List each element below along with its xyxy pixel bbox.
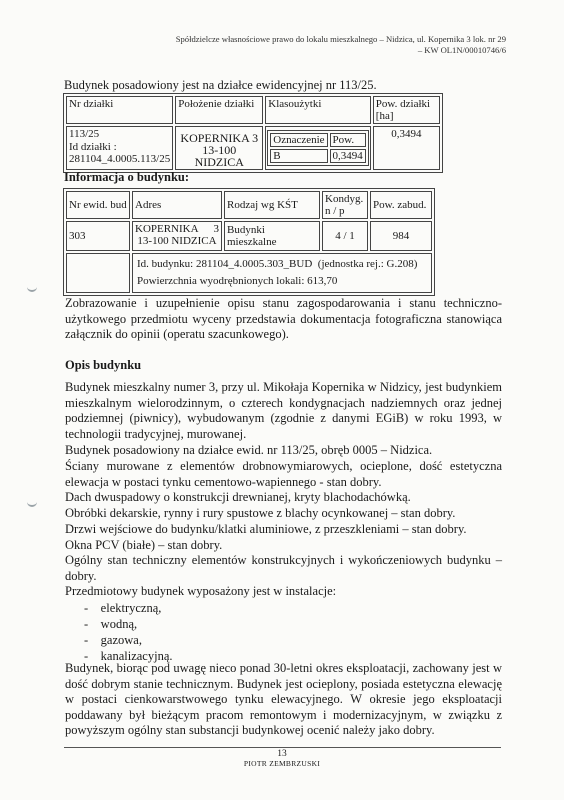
- header-cell: Położenie działki: [175, 96, 263, 124]
- building-description-paragraph: Budynek mieszkalny numer 3, przy ul. Mikołaja Kopernika w Nidzicy, jest budynkiem mieszkalnym wielorodzinnym, o czterech kondygnacjach nadziemnych oraz jednej podziemnej (piwnicy), wybudowanym (zgodnie z danymi EGiB) w roku 1993, w technologii tradycyjnej, murowanej.: [65, 380, 502, 441]
- header-cell: Klasoużytki: [265, 96, 371, 124]
- header-cell: Nr ewid. bud: [66, 191, 130, 219]
- table-row: [66, 221, 432, 251]
- windows-line: Okna PCV (białe) – stan dobry.: [65, 538, 223, 552]
- parcel-street: KOPERNIKA 3: [180, 131, 259, 145]
- building-street: KOPERNIKA 3: [135, 223, 219, 235]
- table-row: [66, 253, 432, 293]
- parcel-area: 0,3494: [373, 126, 440, 170]
- parcel-city: 13-100 NIDZICA: [194, 143, 244, 169]
- photo-documentation-paragraph: Zobrazowanie i uzupełnienie opisu stanu zagospodarowania i stanu techniczno-użytkowego przedmiotu wyceny przedstawia dokumentacja fotograficzna stanowiąca załącznik do opinii (operatu szacunkowego).: [65, 296, 502, 341]
- general-condition-paragraph: Ogólny stan techniczny elementów konstrukcyjnych i wykończeniowych budynku – dobry.: [65, 553, 502, 583]
- gutters-line: Obróbki dekarskie, rynny i rury spustowe z blachy ocynkowanej – stan dobry.: [65, 506, 456, 520]
- author-name: PIOTR ZEMBRZUSKI: [243, 759, 321, 768]
- land-use-header: Oznaczenie: [270, 133, 327, 147]
- punch-hole-mark: [27, 497, 37, 507]
- building-details-cell: [132, 253, 432, 293]
- parcel-id: 281104_4.0005.113/25: [69, 153, 171, 165]
- land-use-area: 0,3494: [330, 149, 366, 163]
- land-use-table: [267, 130, 369, 166]
- header-cell: Pow. działki [ha]: [373, 96, 440, 124]
- building-city: 13-100 NIDZICA: [137, 235, 217, 247]
- table-header-row: [66, 96, 440, 124]
- table-row: [66, 126, 440, 170]
- list-item: - wodną,: [84, 617, 138, 631]
- installations-list: [84, 600, 173, 664]
- header-cell: Kondyg. n / p: [322, 191, 368, 219]
- building-area: 984: [370, 221, 432, 251]
- page-header: [70, 34, 506, 56]
- doors-line: Drzwi wejściowe do budynku/klatki aluminiowe, z przeszkleniami – stan dobry.: [65, 522, 467, 536]
- building-info-heading: Informacja o budynku:: [64, 170, 190, 184]
- walls-paragraph: Ściany murowane z elementów drobnowymiarowych, ocieplone, dość estetyczna elewacja w postaci tynku cementowo-wapiennego - stan dobry.: [65, 459, 502, 489]
- intro-text: Budynek posadowiony jest na działce ewidencyjnej nr 113/25.: [64, 78, 377, 92]
- land-use-cell: [265, 126, 371, 170]
- empty-cell: [66, 253, 130, 293]
- parcel-table: [63, 93, 443, 173]
- land-use-header-row: [270, 133, 366, 147]
- section-title: Opis budynku: [65, 358, 142, 372]
- header-cell: Nr działki: [66, 96, 173, 124]
- table-header-row: [66, 191, 432, 219]
- punch-hole-mark: [27, 282, 37, 292]
- units-area: Powierzchnia wyodrębnionych lokali: 613,70: [137, 275, 338, 287]
- conclusion-paragraph: Budynek, biorąc pod uwagę nieco ponad 30-letni okres eksploatacji, zachowany jest w dość dobrym stanie technicznym. Budynek jest ocieplony, posiada estetyczna elewację w postaci cienkowarstwowego tynku elewacyjnego. W okresie jego eksploatacji poddawany był bieżącym pracom remontowym i modernizacyjnym, w związku z powyższym ogólny stan substancji budynkowej ocenić należy jako dobry.: [65, 661, 502, 737]
- list-item-text: wodną,: [100, 617, 138, 631]
- roof-line: Dach dwuspadowy o konstrukcji drewnianej, kryty blachodachówką.: [65, 490, 411, 504]
- parcel-number-cell: [66, 126, 173, 170]
- list-item-text: elektryczną,: [100, 601, 162, 615]
- building-address-cell: [132, 221, 222, 251]
- building-type: Budynki mieszkalne: [224, 221, 320, 251]
- list-item: - gazowa,: [84, 633, 142, 647]
- list-item-text: kanalizacyjną.: [100, 649, 173, 663]
- list-item: - kanalizacyjną.: [84, 649, 173, 663]
- building-table: [63, 188, 435, 296]
- footer-rule: [64, 747, 501, 748]
- land-use-class: B: [270, 149, 327, 163]
- header-line-1: Spółdzielcze własnościowe prawo do lokalu mieszkalnego – Nidzica, ul. Kopernika 3 lok. nr 29: [175, 34, 506, 44]
- header-cell: Pow. zabud.: [370, 191, 432, 219]
- header-cell: Rodzaj wg KŚT: [224, 191, 320, 219]
- list-item-text: gazowa,: [100, 633, 142, 647]
- list-item: - elektryczną,: [84, 601, 162, 615]
- header-line-2: – KW OL1N/00010746/6: [417, 45, 506, 55]
- building-floors: 4 / 1: [322, 221, 368, 251]
- page-number: 13: [277, 749, 287, 759]
- parcel-number: 113/25: [69, 128, 100, 140]
- parcel-line: Budynek posadowiony na działce ewid. nr 113/25, obręb 0005 – Nidzica.: [65, 443, 433, 457]
- building-id: Id. budynku: 281104_4.0005.303_BUD (jednostka rej.: G.208): [137, 258, 418, 270]
- parcel-id-label: Id działki :: [69, 140, 117, 153]
- land-use-header: Pow.: [330, 133, 366, 147]
- parcel-location-cell: [175, 126, 263, 170]
- installations-line: Przedmiotowy budynek wyposażony jest w instalacje:: [65, 584, 337, 598]
- building-number: 303: [66, 221, 130, 251]
- land-use-row: [270, 149, 366, 163]
- header-cell: Adres: [132, 191, 222, 219]
